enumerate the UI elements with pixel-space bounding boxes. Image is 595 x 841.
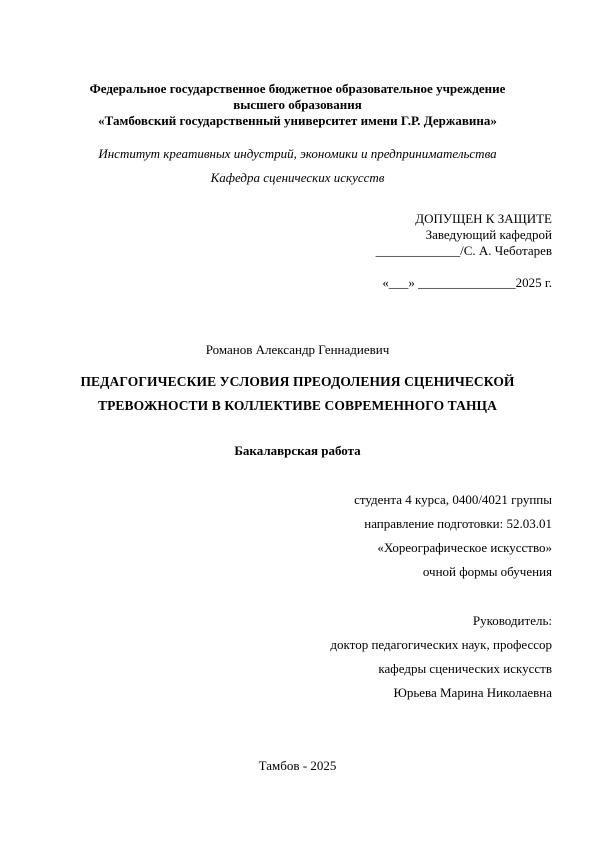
supervisor-degree: доктор педагогических наук, профессор xyxy=(330,637,552,652)
thesis-title-line2: ТРЕВОЖНОСТИ В КОЛЛЕКТИВЕ СОВРЕМЕННОГО ТАНЦА xyxy=(97,398,498,413)
work-type: Бакалаврская работа xyxy=(234,443,361,458)
supervisor-department: кафедры сценических искусств xyxy=(378,661,552,676)
author-name: Романов Александр Геннадиевич xyxy=(205,342,390,357)
head-of-department: Заведующий кафедрой xyxy=(425,227,552,242)
supervisor-name: Юрьева Марина Николаевна xyxy=(393,685,552,700)
supervisor-label: Руководитель: xyxy=(472,613,552,628)
department-name: Кафедра сценических искусств xyxy=(210,170,385,185)
study-direction: направление подготовки: 52.03.01 xyxy=(364,516,552,531)
admitted-to-defense: ДОПУЩЕН К ЗАЩИТЕ xyxy=(415,211,552,226)
approval-date: «___» _______________2025 г. xyxy=(382,275,552,290)
head-signature: _____________/С. А. Чеботарев xyxy=(375,243,552,258)
org-name-line3: «Тамбовский государственный университет имени Г.Р. Державина» xyxy=(98,113,497,128)
org-name-line1: Федеральное государственное бюджетное образовательное учреждение xyxy=(89,81,506,96)
study-form: очной формы обучения xyxy=(422,564,552,579)
city-year: Тамбов - 2025 xyxy=(258,758,337,773)
institute-name: Институт креативных индустрий, экономики и предпринимательства xyxy=(98,146,497,161)
org-name-line2: высшего образования xyxy=(233,97,362,112)
student-course-group: студента 4 курса, 0400/4021 группы xyxy=(354,492,552,507)
study-program: «Хореографическое искусство» xyxy=(377,540,552,555)
thesis-title-line1: ПЕДАГОГИЧЕСКИЕ УСЛОВИЯ ПРЕОДОЛЕНИЯ СЦЕНИЧЕСКОЙ xyxy=(80,374,515,389)
